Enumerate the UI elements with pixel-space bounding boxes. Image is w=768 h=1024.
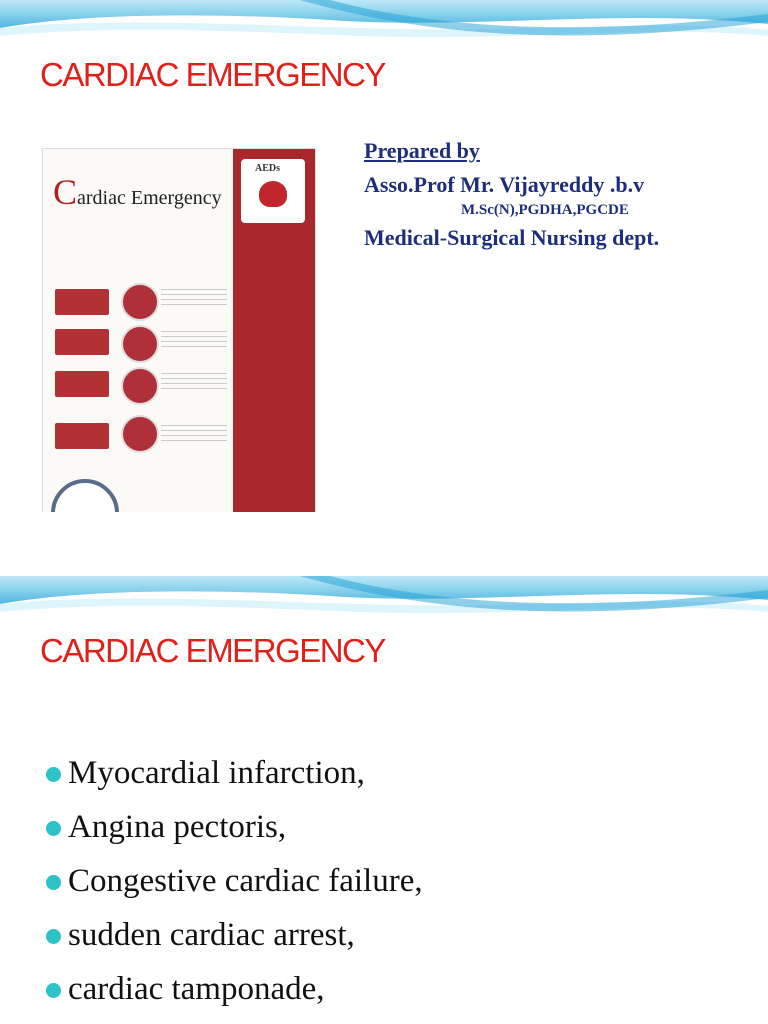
list-item: [46, 800, 423, 854]
poster-text-lines: [161, 373, 227, 393]
poster-left-panel: [43, 149, 233, 561]
poster-heading: [53, 171, 222, 213]
prepared-by-label: Prepared by: [364, 138, 480, 163]
poster-text-lines: [161, 289, 227, 309]
heart-icon: [259, 181, 287, 207]
poster-heading-initial: C: [53, 172, 78, 212]
author-name: Asso.Prof Mr. Vijayreddy .b.v: [364, 172, 645, 197]
poster-step-4: [55, 423, 109, 449]
poster-step-3: [55, 371, 109, 397]
slide-title: CARDIAC EMERGENCY: [40, 56, 385, 93]
list-item: [46, 908, 423, 962]
bullet-icon: [46, 821, 61, 836]
poster-text-lines: [161, 331, 227, 351]
list-item-text: Angina pectoris,: [68, 809, 287, 845]
list-item-text: Myocardial infarction,: [68, 755, 365, 791]
slide-separator: [0, 512, 768, 576]
list-item: [46, 962, 423, 1016]
cardiac-emergency-poster-image: [42, 148, 316, 562]
slide-title: CARDIAC EMERGENCY: [40, 632, 385, 669]
list-item-text: sudden cardiac arrest,: [68, 917, 355, 953]
poster-right-panel: [233, 149, 315, 561]
bullet-icon: [46, 983, 61, 998]
poster-aed-icon: [121, 367, 159, 405]
bullet-icon: [46, 875, 61, 890]
poster-ambulance-icon: [121, 415, 159, 453]
poster-step-2: [55, 329, 109, 355]
author-department: Medical-Surgical Nursing dept.: [364, 225, 660, 250]
poster-heading-rest: ardiac Emergency: [77, 187, 222, 209]
bullet-icon: [46, 929, 61, 944]
poster-step-1: [55, 289, 109, 315]
list-item-text: cardiac tamponade,: [68, 971, 325, 1007]
aed-badge: [241, 159, 305, 223]
list-item: [46, 746, 423, 800]
emergency-list: [46, 746, 423, 1016]
bullet-icon: [46, 767, 61, 782]
list-item: [46, 854, 423, 908]
poster-cpr-icon: [121, 325, 159, 363]
slide-2: [0, 576, 768, 1024]
poster-circle-icon: [121, 283, 159, 321]
poster-text-lines: [161, 425, 227, 445]
author-qualifications: M.Sc(N),PGDHA,PGCDE: [461, 202, 629, 218]
byline-block: [364, 138, 764, 251]
aed-badge-label: AEDs: [255, 163, 281, 174]
list-item-text: Congestive cardiac failure,: [68, 863, 423, 899]
